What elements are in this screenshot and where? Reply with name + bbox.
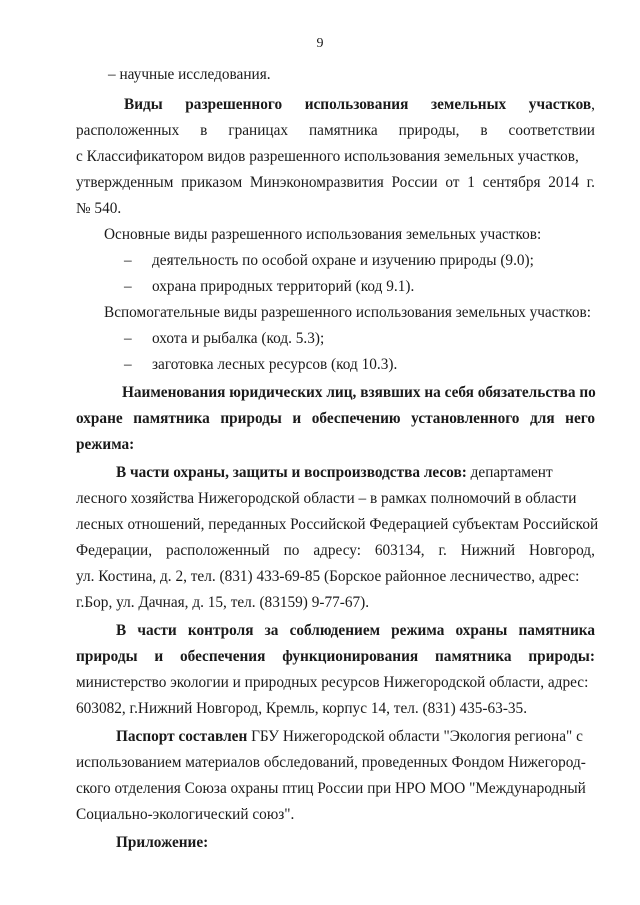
permitted-use-line-5: № 540.	[76, 200, 122, 217]
word: памятника	[434, 648, 512, 665]
word: и	[154, 648, 164, 665]
word: охраны	[455, 622, 508, 639]
list-item: деятельность по особой охране и изучению природы (9.0);	[152, 252, 534, 269]
word: Виды	[124, 96, 163, 113]
word: расположенных	[76, 122, 180, 139]
word: по	[283, 542, 300, 559]
word: него	[565, 410, 595, 427]
permitted-use-line-2	[76, 121, 595, 141]
word: функционирования	[282, 648, 419, 665]
list-item: охота и рыбалка (код. 5.3);	[152, 330, 325, 347]
passport-line-4: Социально-экологический союз".	[76, 806, 295, 823]
word: в	[480, 122, 488, 139]
aux-uses-title: Вспомогательные виды разрешенного использования земельных участков:	[104, 304, 591, 321]
word: памятника	[518, 622, 595, 639]
page-number: 9	[316, 36, 324, 51]
word: г.	[438, 542, 447, 559]
word: контроля	[187, 622, 254, 639]
legal-entities-heading: Наименования юридических лиц, взявших на себя обязательства по	[122, 384, 596, 401]
passport-heading: Паспорт составлен	[116, 728, 248, 745]
word: режима	[391, 622, 445, 639]
word: памятника	[133, 410, 210, 427]
word: части	[137, 622, 177, 639]
forest-section-line-1	[116, 463, 553, 483]
bullet-dash: –	[124, 356, 132, 373]
word: сентября	[482, 174, 541, 191]
permitted-use-heading	[124, 95, 595, 115]
permitted-use-line-4	[76, 173, 595, 193]
word: охране	[76, 410, 123, 427]
forest-section-line-4	[76, 541, 595, 561]
word: природы,	[398, 122, 460, 139]
permitted-use-line-3: с Классификатором видов разрешенного использования земельных участков,	[76, 148, 579, 165]
word: г.	[586, 174, 595, 191]
word: адресу:	[313, 542, 361, 559]
word: участков	[528, 96, 592, 113]
passport-line-1	[116, 727, 583, 747]
bullet-dash: –	[124, 252, 132, 269]
word: 2014	[548, 174, 579, 191]
word: природы	[76, 648, 138, 665]
word: Федерации,	[76, 542, 153, 559]
word: 603134,	[374, 542, 425, 559]
word: земельных	[430, 96, 507, 113]
word: утвержденным	[76, 174, 174, 191]
word: соблюдением	[289, 622, 381, 639]
word: от	[445, 174, 460, 191]
word: установленного	[411, 410, 520, 427]
control-section-heading	[116, 621, 595, 641]
word: Минэкономразвития	[249, 174, 384, 191]
word: Новгород,	[528, 542, 595, 559]
forest-section-line-3: лесных отношений, переданных Российской Федерацией субъектам Российской	[76, 516, 599, 533]
passport-line-3: ского отделения Союза охраны птиц России при НРО МОО "Международный	[76, 780, 586, 797]
word: природы:	[528, 648, 595, 665]
word: за	[264, 622, 279, 639]
word: и	[292, 410, 302, 427]
word: памятника	[308, 122, 378, 139]
word: обеспечению	[311, 410, 401, 427]
word: Нижний	[460, 542, 516, 559]
text: ГБУ Нижегородской области "Экология региона" с	[247, 728, 583, 745]
list-item: заготовка лесных ресурсов (код 10.3).	[152, 356, 398, 373]
text: департамент	[466, 464, 553, 481]
word: расположенный	[165, 542, 270, 559]
word: 1	[467, 174, 475, 191]
main-uses-title: Основные виды разрешенного использования земельных участков:	[104, 226, 542, 243]
legal-entities-line-2	[76, 409, 595, 429]
control-section-line-4: 603082, г.Нижний Новгород, Кремль, корпус 14, тел. (831) 435-63-35.	[76, 700, 528, 717]
punct: ,	[591, 96, 595, 113]
list-item: охрана природных территорий (код 9.1).	[152, 278, 415, 295]
word: границах	[228, 122, 289, 139]
word: использования	[304, 96, 409, 113]
control-section-line-3: министерство экологии и природных ресурсов Нижегородской области, адрес:	[76, 674, 589, 691]
passport-line-2: использованием материалов обследований, проведенных Фондом Нижегород-	[76, 754, 586, 771]
list-item-research: – научные исследования.	[108, 66, 271, 83]
word: обеспечения	[179, 648, 266, 665]
word: в	[200, 122, 208, 139]
word: соответствии	[508, 122, 595, 139]
word: России	[391, 174, 438, 191]
word: В	[116, 622, 127, 639]
word: приказом	[181, 174, 243, 191]
word: разрешенного	[185, 96, 283, 113]
appendix-heading: Приложение:	[116, 834, 209, 851]
forest-section-line-5: ул. Костина, д. 2, тел. (831) 433-69-85 (Борское районное лесничество, адрес:	[76, 568, 580, 585]
bullet-dash: –	[124, 278, 132, 295]
forest-section-line-6: г.Бор, ул. Дачная, д. 15, тел. (83159) 9-77-67).	[76, 594, 370, 611]
legal-entities-line-3: режима:	[76, 436, 135, 453]
word: природы	[220, 410, 282, 427]
word: для	[530, 410, 555, 427]
bullet-dash: –	[124, 330, 132, 347]
forest-section-line-2: лесного хозяйства Нижегородской области – в рамках полномочий в области	[76, 490, 577, 507]
control-section-line-2	[76, 647, 595, 667]
forest-section-heading: В части охраны, защиты и воспроизводства лесов:	[116, 464, 467, 481]
